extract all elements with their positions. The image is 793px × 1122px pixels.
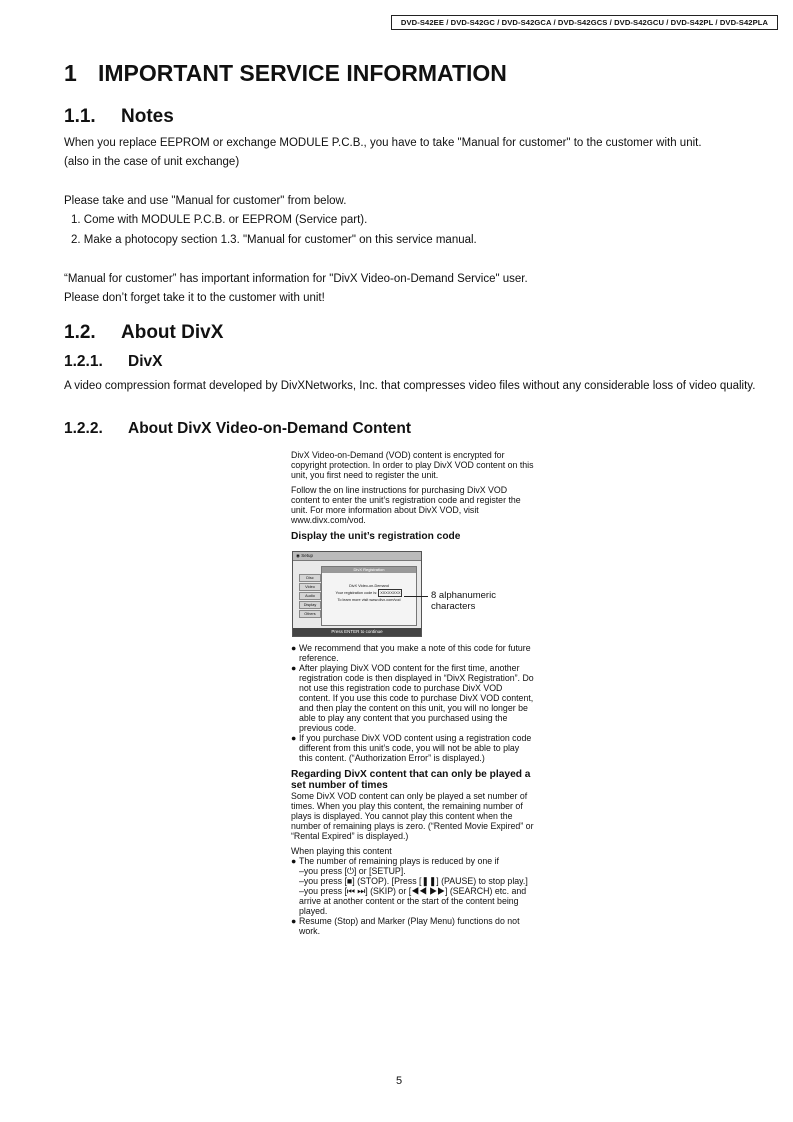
notes-item2: 2. Make a photocopy section 1.3. "Manual for customer" on this service manual. <box>71 234 477 246</box>
setup-menu <box>299 574 321 619</box>
manual-lower-column <box>291 643 534 936</box>
menu-item-video: Video <box>299 583 321 591</box>
dialog-line1: DivX Video-on-Demand <box>349 584 389 588</box>
notes-item1: 1. Come with MODULE P.C.B. or EEPROM (Service part). <box>71 214 368 226</box>
dialog-line2: Your registration code is: <box>335 591 378 595</box>
section-title: IMPORTANT SERVICE INFORMATION <box>98 60 507 86</box>
vod-paragraph1: DivX Video-on-Demand (VOD) content is encrypted for copyright protection. In order to play DivX VOD content on this unit, you first need to register the unit. <box>291 450 534 480</box>
about-divx-title: About DivX <box>121 322 224 343</box>
dialog-line3: To learn more visit www.divx.com/vod <box>337 598 401 602</box>
dialog-line2-row <box>322 589 416 597</box>
list-item: ● We recommend that you make a note of this code for future reference. <box>291 643 534 663</box>
section-heading <box>64 60 507 87</box>
bullet-text: After playing DivX VOD content for the first time, another registration code is then displayed in “DivX Registration”. Do not use this registration code to purchase DivX VOD content. If you use this code to purchase DivX VOD content, and then play the content on this unit, you will no longer be able to play any content that you purchased using the previous code. <box>299 663 534 733</box>
model-numbers-header: DVD-S42EE / DVD-S42GC / DVD-S42GCA / DVD-S42GCS / DVD-S42GCU / DVD-S42PL / DVD-S42PLA <box>391 15 778 30</box>
list-item: ● The number of remaining plays is reduced by one if <box>291 856 499 866</box>
bullet-text: Resume (Stop) and Marker (Play Menu) functions do not work. <box>299 916 520 936</box>
setup-title: Setup <box>301 553 313 558</box>
notes-line5: Please don’t forget take it to the customer with unit! <box>64 292 325 304</box>
callout-leader-line <box>404 596 428 597</box>
vod-number: 1.2.2. <box>64 420 103 437</box>
vod-heading <box>64 420 411 438</box>
setup-bar: ◉ Setup <box>293 552 421 561</box>
sub-item-power: –you press [⏻] or [SETUP]. <box>299 866 406 876</box>
list-item: ● If you purchase DivX VOD content using a registration code different from this unit’s code, you will not be able to play this content. (“Authorization Error” is displayed.) <box>291 733 534 763</box>
manual-upper-column <box>291 450 534 542</box>
screen-footer: Press ENTER to continue <box>293 628 421 636</box>
about-divx-number: 1.2. <box>64 322 96 343</box>
notes-line2: (also in the case of unit exchange) <box>64 156 240 168</box>
menu-item-disc: Disc <box>299 574 321 582</box>
notes-line3: Please take and use "Manual for customer" from below. <box>64 195 347 207</box>
notes-number: 1.1. <box>64 106 96 127</box>
bullet-text: The number of remaining plays is reduced by one if <box>299 856 499 866</box>
section-number: 1 <box>64 60 77 86</box>
code-callout: 8 alphanumeric characters <box>431 590 496 612</box>
bullet-text: We recommend that you make a note of this code for future reference. <box>299 643 531 663</box>
notes-heading <box>64 106 174 128</box>
registration-code: XXXXXXXX <box>380 591 401 595</box>
regarding-text: Some DivX VOD content can only be played a set number of times. When you play this content, the remaining number of plays is displayed. You cannot play this content when the number of remaining plays is zero. (“Rented Movie Expired” or “Rental Expired” is displayed.) <box>291 791 534 841</box>
notes-line1: When you replace EEPROM or exchange MODULE P.C.B., you have to take "Manual for customer" to the customer with unit. <box>64 137 702 149</box>
bullet-text: If you purchase DivX VOD content using a registration code different from this unit’s code, you will not be able to play this content. (“Authorization Error” is displayed.) <box>299 733 532 763</box>
notes-line4: “Manual for customer” has important information for "DivX Video-on-Demand Service" user. <box>64 273 528 285</box>
divx-heading <box>64 353 162 371</box>
page-number: 5 <box>396 1075 403 1087</box>
sub-item-stop: –you press [■] (STOP). [Press [❚❚] (PAUSE) to stop play.] <box>299 876 528 886</box>
registration-dialog <box>321 566 417 626</box>
menu-item-audio: Audio <box>299 592 321 600</box>
sub-item-skip: –you press [⏮ ⏭] (SKIP) or [◀◀ ▶▶] (SEARCH) etc. and arrive at another content or the start of the content being played. <box>299 886 527 916</box>
regarding-heading: Regarding DivX content that can only be played a set number of times <box>291 769 531 791</box>
vod-paragraph2: Follow the on line instructions for purchasing DivX VOD content to enter the unit’s registration code and register the unit. For more information about DivX VOD, visit www.divx.com/vod. <box>291 485 521 525</box>
list-item: ● Resume (Stop) and Marker (Play Menu) functions do not work. <box>291 916 534 936</box>
menu-item-display: Display <box>299 601 321 609</box>
display-code-heading: Display the unit’s registration code <box>291 531 461 542</box>
divx-description: A video compression format developed by DivXNetworks, Inc. that compresses video files without any considerable loss of video quality. <box>64 380 756 392</box>
when-playing-label: When playing this content <box>291 846 392 856</box>
registration-screen-illustration <box>292 551 422 637</box>
divx-number: 1.2.1. <box>64 353 103 370</box>
notes-title: Notes <box>121 106 174 127</box>
divx-title: DivX <box>128 353 163 370</box>
vod-title: About DivX Video-on-Demand Content <box>128 420 412 437</box>
dialog-title: DivX Registration <box>322 567 416 573</box>
list-item: ● After playing DivX VOD content for the first time, another registration code is then displayed in “DivX Registration”. Do not use this registration code to purchase DivX VOD content. If you use this code to purchase DivX VOD content, and then play the content on this unit, you will no longer be able to play any content that you purchased using the previous code. <box>291 663 534 733</box>
menu-item-others: Others <box>299 610 321 618</box>
about-divx-heading <box>64 322 223 344</box>
